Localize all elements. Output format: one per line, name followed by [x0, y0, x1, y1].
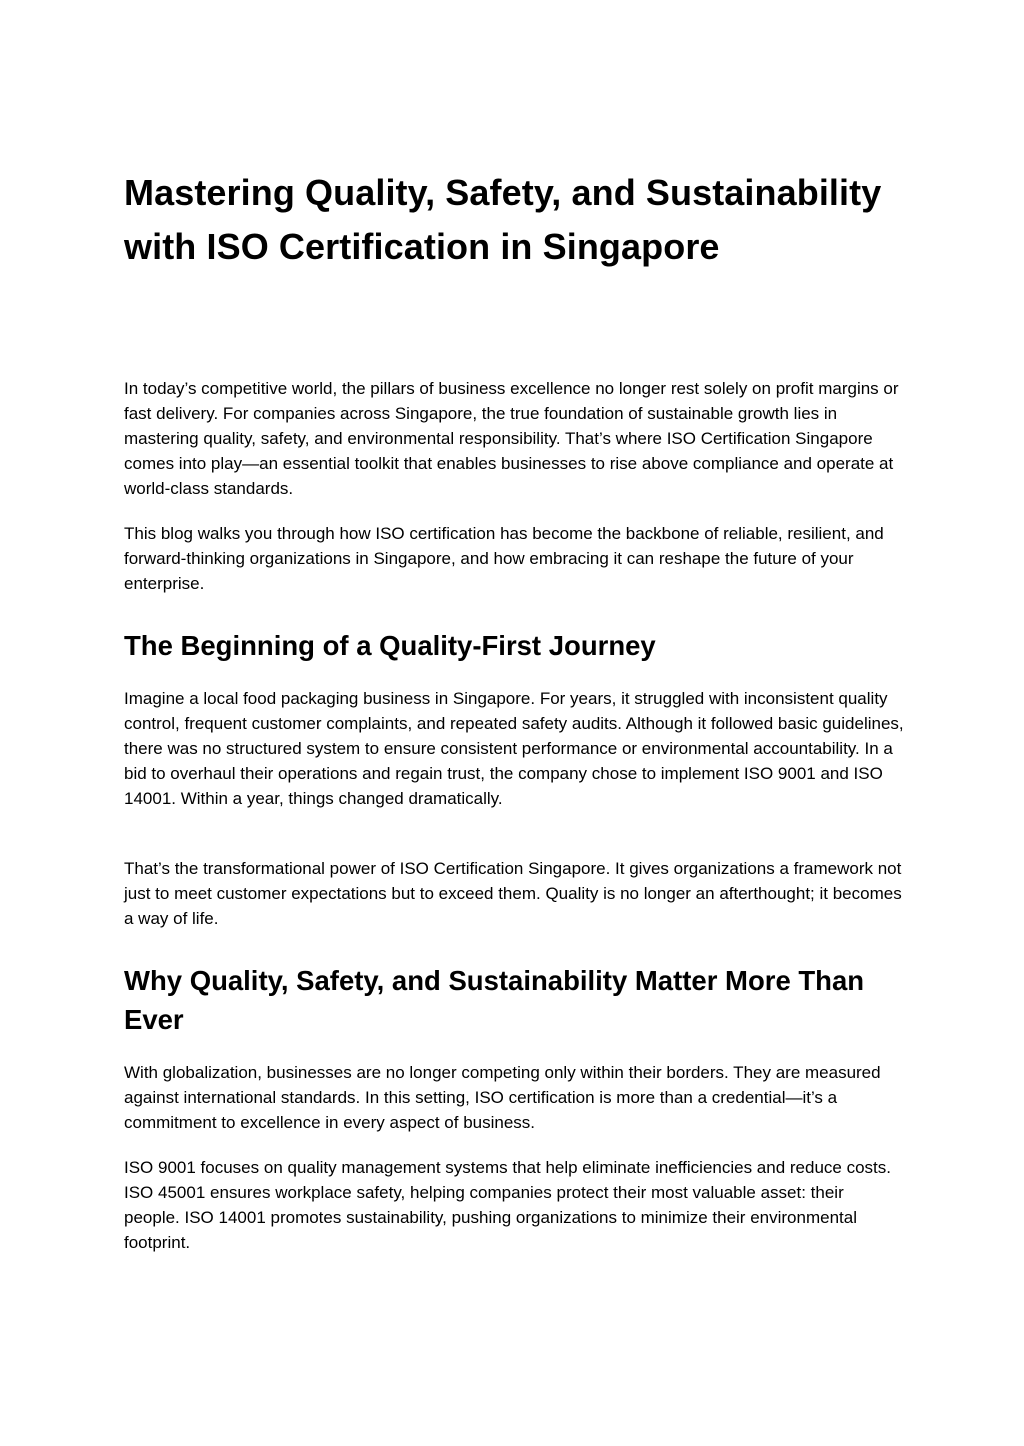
intro-paragraph-2: This blog walks you through how ISO certification has become the backbone of reliable, resilient, and forward-thinking organizations in Singapore, and how embracing it can reshape the future of your enterprise.: [124, 524, 884, 593]
section-paragraph: That’s the transformational power of ISO Certification Singapore. It gives organizations a framework not just to meet customer expectations but to exceed them. Quality is no longer an afterthought; it becomes a way of life.: [124, 859, 902, 928]
section-paragraph: ISO 9001 focuses on quality management systems that help eliminate inefficiencies and reduce costs. ISO 45001 ensures workplace safety, helping companies protect their most valuable asset: their people. ISO 14001 promotes sustainability, pushing organizations to minimize their environmental footprint.: [124, 1158, 892, 1252]
section-paragraph: With globalization, businesses are no longer competing only within their borders. They are measured against international standards. In this setting, ISO certification is more than a credential—it’s a commitment to excellence in every aspect of business.: [124, 1063, 881, 1132]
section-heading-quality-journey: The Beginning of a Quality-First Journey: [124, 630, 656, 661]
section-paragraph: Imagine a local food packaging business in Singapore. For years, it struggled with inconsistent quality control, frequent customer complaints, and repeated safety audits. Although it followed basic guidelines, there was no structured system to ensure consistent performance or environmental accountability. In a bid to overhaul their operations and regain trust, the company chose to implement ISO 9001 and ISO 14001. Within a year, things changed dramatically.: [124, 689, 904, 808]
page-title: Mastering Quality, Safety, and Sustainability with ISO Certification in Singapore: [124, 172, 882, 267]
intro-paragraph: In today’s competitive world, the pillars of business excellence no longer rest solely on profit margins or fast delivery. For companies across Singapore, the true foundation of sustainable growth lies in mastering quality, safety, and environmental responsibility. That’s where ISO Certification Singapore comes into play—an essential toolkit that enables businesses to rise above compliance and operate at world-class standards.: [124, 379, 899, 498]
section-heading-why-matter: Why Quality, Safety, and Sustainability Matter More Than Ever: [124, 965, 865, 1035]
